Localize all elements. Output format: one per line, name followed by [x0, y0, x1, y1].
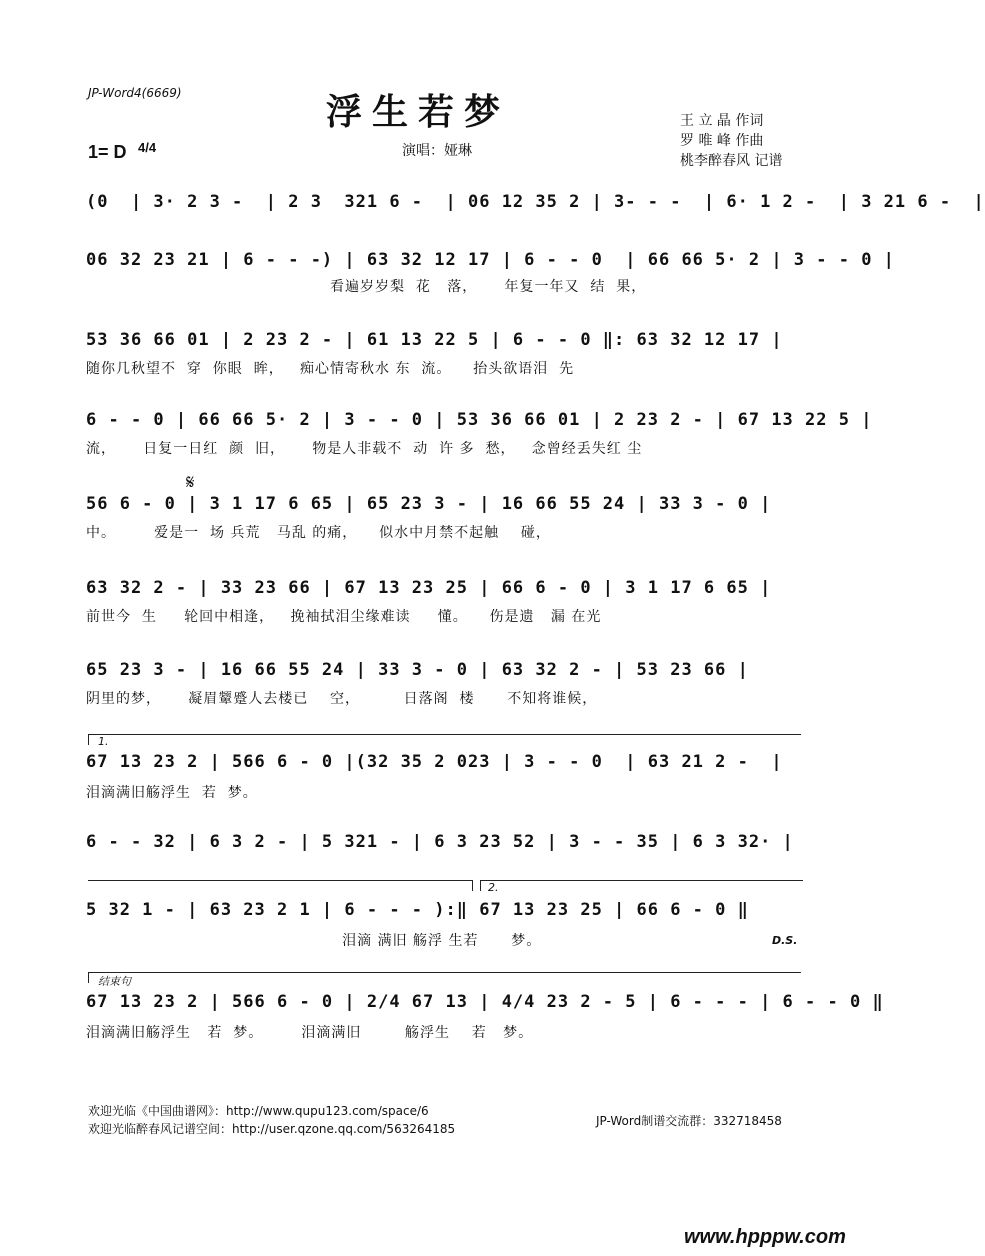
ending-label: 结束句	[98, 975, 131, 988]
score-row-5-lyrics: 中。 爱是一 场 兵荒 马乱 的痛， 似水中月禁不起触 碰，	[86, 525, 551, 541]
volta-2-label: 2.	[488, 881, 499, 894]
group-info: JP-Word制谱交流群：332718458	[596, 1114, 782, 1128]
score-row-2-lyrics: 看遍岁岁梨 花 落， 年复一年又 结 果，	[330, 279, 647, 295]
volta-1-bracket	[88, 734, 801, 745]
site-watermark: www.hpppw.com	[684, 1226, 846, 1248]
score-row-9-notes: 6 - - 32 | 6 3 2 - | 5 321 - | 6 3 23 52 | 3 - - 35 | 6 3 32· |	[86, 832, 794, 852]
score-row-6-notes: 63 32 2 - | 33 23 66 | 67 13 23 25 | 66 6 - 0 | 3 1 17 6 65 |	[86, 578, 772, 598]
score-row-11-notes: 67 13 23 2 | 566 6 - 0 | 2/4 67 13 | 4/4 23 2 - 5 | 6 - - - | 6 - - 0 ‖	[86, 992, 884, 1012]
key-signature: 1= D	[88, 142, 127, 162]
ending-bracket	[88, 972, 801, 983]
score-row-3-lyrics: 随你几秋望不 穿 你眼 眸， 痴心情寄秋水 东 流。 抬头欲语泪 先	[86, 361, 575, 377]
score-row-10-lyrics: 泪滴 满旧 觞浮 生若 梦。	[86, 933, 542, 949]
segno-sign: 𝄋	[186, 470, 195, 494]
time-signature: 4/4	[138, 140, 157, 155]
composer-credit: 罗 唯 峰 作曲	[680, 133, 764, 149]
singer-credit: 演唱：娅琳	[402, 143, 472, 159]
score-row-7-notes: 65 23 3 - | 16 66 55 24 | 33 3 - 0 | 63 32 2 - | 53 23 66 |	[86, 660, 749, 680]
score-row-7-lyrics: 阴里的梦， 凝眉颦蹙人去楼已 空， 日落阁 楼 不知将谁候，	[86, 691, 598, 707]
score-row-10-notes: 5 32 1 - | 63 23 2 1 | 6 - - - ):‖ 67 13 23 25 | 66 6 - 0 ‖	[86, 900, 749, 920]
footer-link-1[interactable]: 欢迎光临《中国曲谱网》：http://www.qupu123.com/space/6	[88, 1104, 429, 1118]
footer-link-2[interactable]: 欢迎光临醉春风记谱空间：http://user.qzone.qq.com/563264185	[88, 1122, 456, 1136]
score-row-2-notes: 06 32 23 21 | 6 - - -) | 63 32 12 17 | 6 - - 0 | 66 66 5· 2 | 3 - - 0 |	[86, 250, 895, 270]
score-row-1-notes: (0 | 3· 2 3 - | 2 3 321 6 - | 06 12 35 2 | 3- - - | 6· 1 2 - | 3 21 6 - |	[86, 192, 985, 212]
score-row-5-notes: 56 6 - 0 | 3 1 17 6 65 | 65 23 3 - | 16 66 55 24 | 33 3 - 0 |	[86, 494, 772, 514]
transcriber-credit: 桃李醉春风 记谱	[680, 153, 783, 169]
lyricist-credit: 王 立 晶 作词	[680, 113, 764, 129]
volta-2-bracket	[480, 880, 803, 891]
score-row-4-lyrics: 流， 日复一日红 颜 旧， 物是人非载不 动 许 多 愁， 念曾经丢失红 尘	[86, 441, 643, 457]
software-label: JP-Word4(6669)	[88, 86, 182, 100]
score-row-11-lyrics: 泪滴满旧觞浮生 若 梦。 泪滴满旧 觞浮生 若 梦。	[86, 1025, 534, 1041]
volta-1-continuation	[88, 880, 473, 891]
ds-mark: D.S.	[772, 934, 798, 947]
score-row-4-notes: 6 - - 0 | 66 66 5· 2 | 3 - - 0 | 53 36 66 01 | 2 23 2 - | 67 13 22 5 |	[86, 410, 873, 430]
score-row-3-notes: 53 36 66 01 | 2 23 2 - | 61 13 22 5 | 6 - - 0 ‖: 63 32 12 17 |	[86, 330, 783, 350]
score-row-8-notes: 67 13 23 2 | 566 6 - 0 |(32 35 2 023 | 3 - - 0 | 63 21 2 - |	[86, 752, 783, 772]
song-title: 浮生若梦	[326, 91, 511, 133]
volta-1-label: 1.	[98, 735, 109, 748]
score-row-8-lyrics: 泪滴满旧觞浮生 若 梦。	[86, 785, 258, 801]
score-row-6-lyrics: 前世今 生 轮回中相逢， 挽袖拭泪尘缘难读 懂。 伤是遗 漏 在光	[86, 609, 602, 625]
